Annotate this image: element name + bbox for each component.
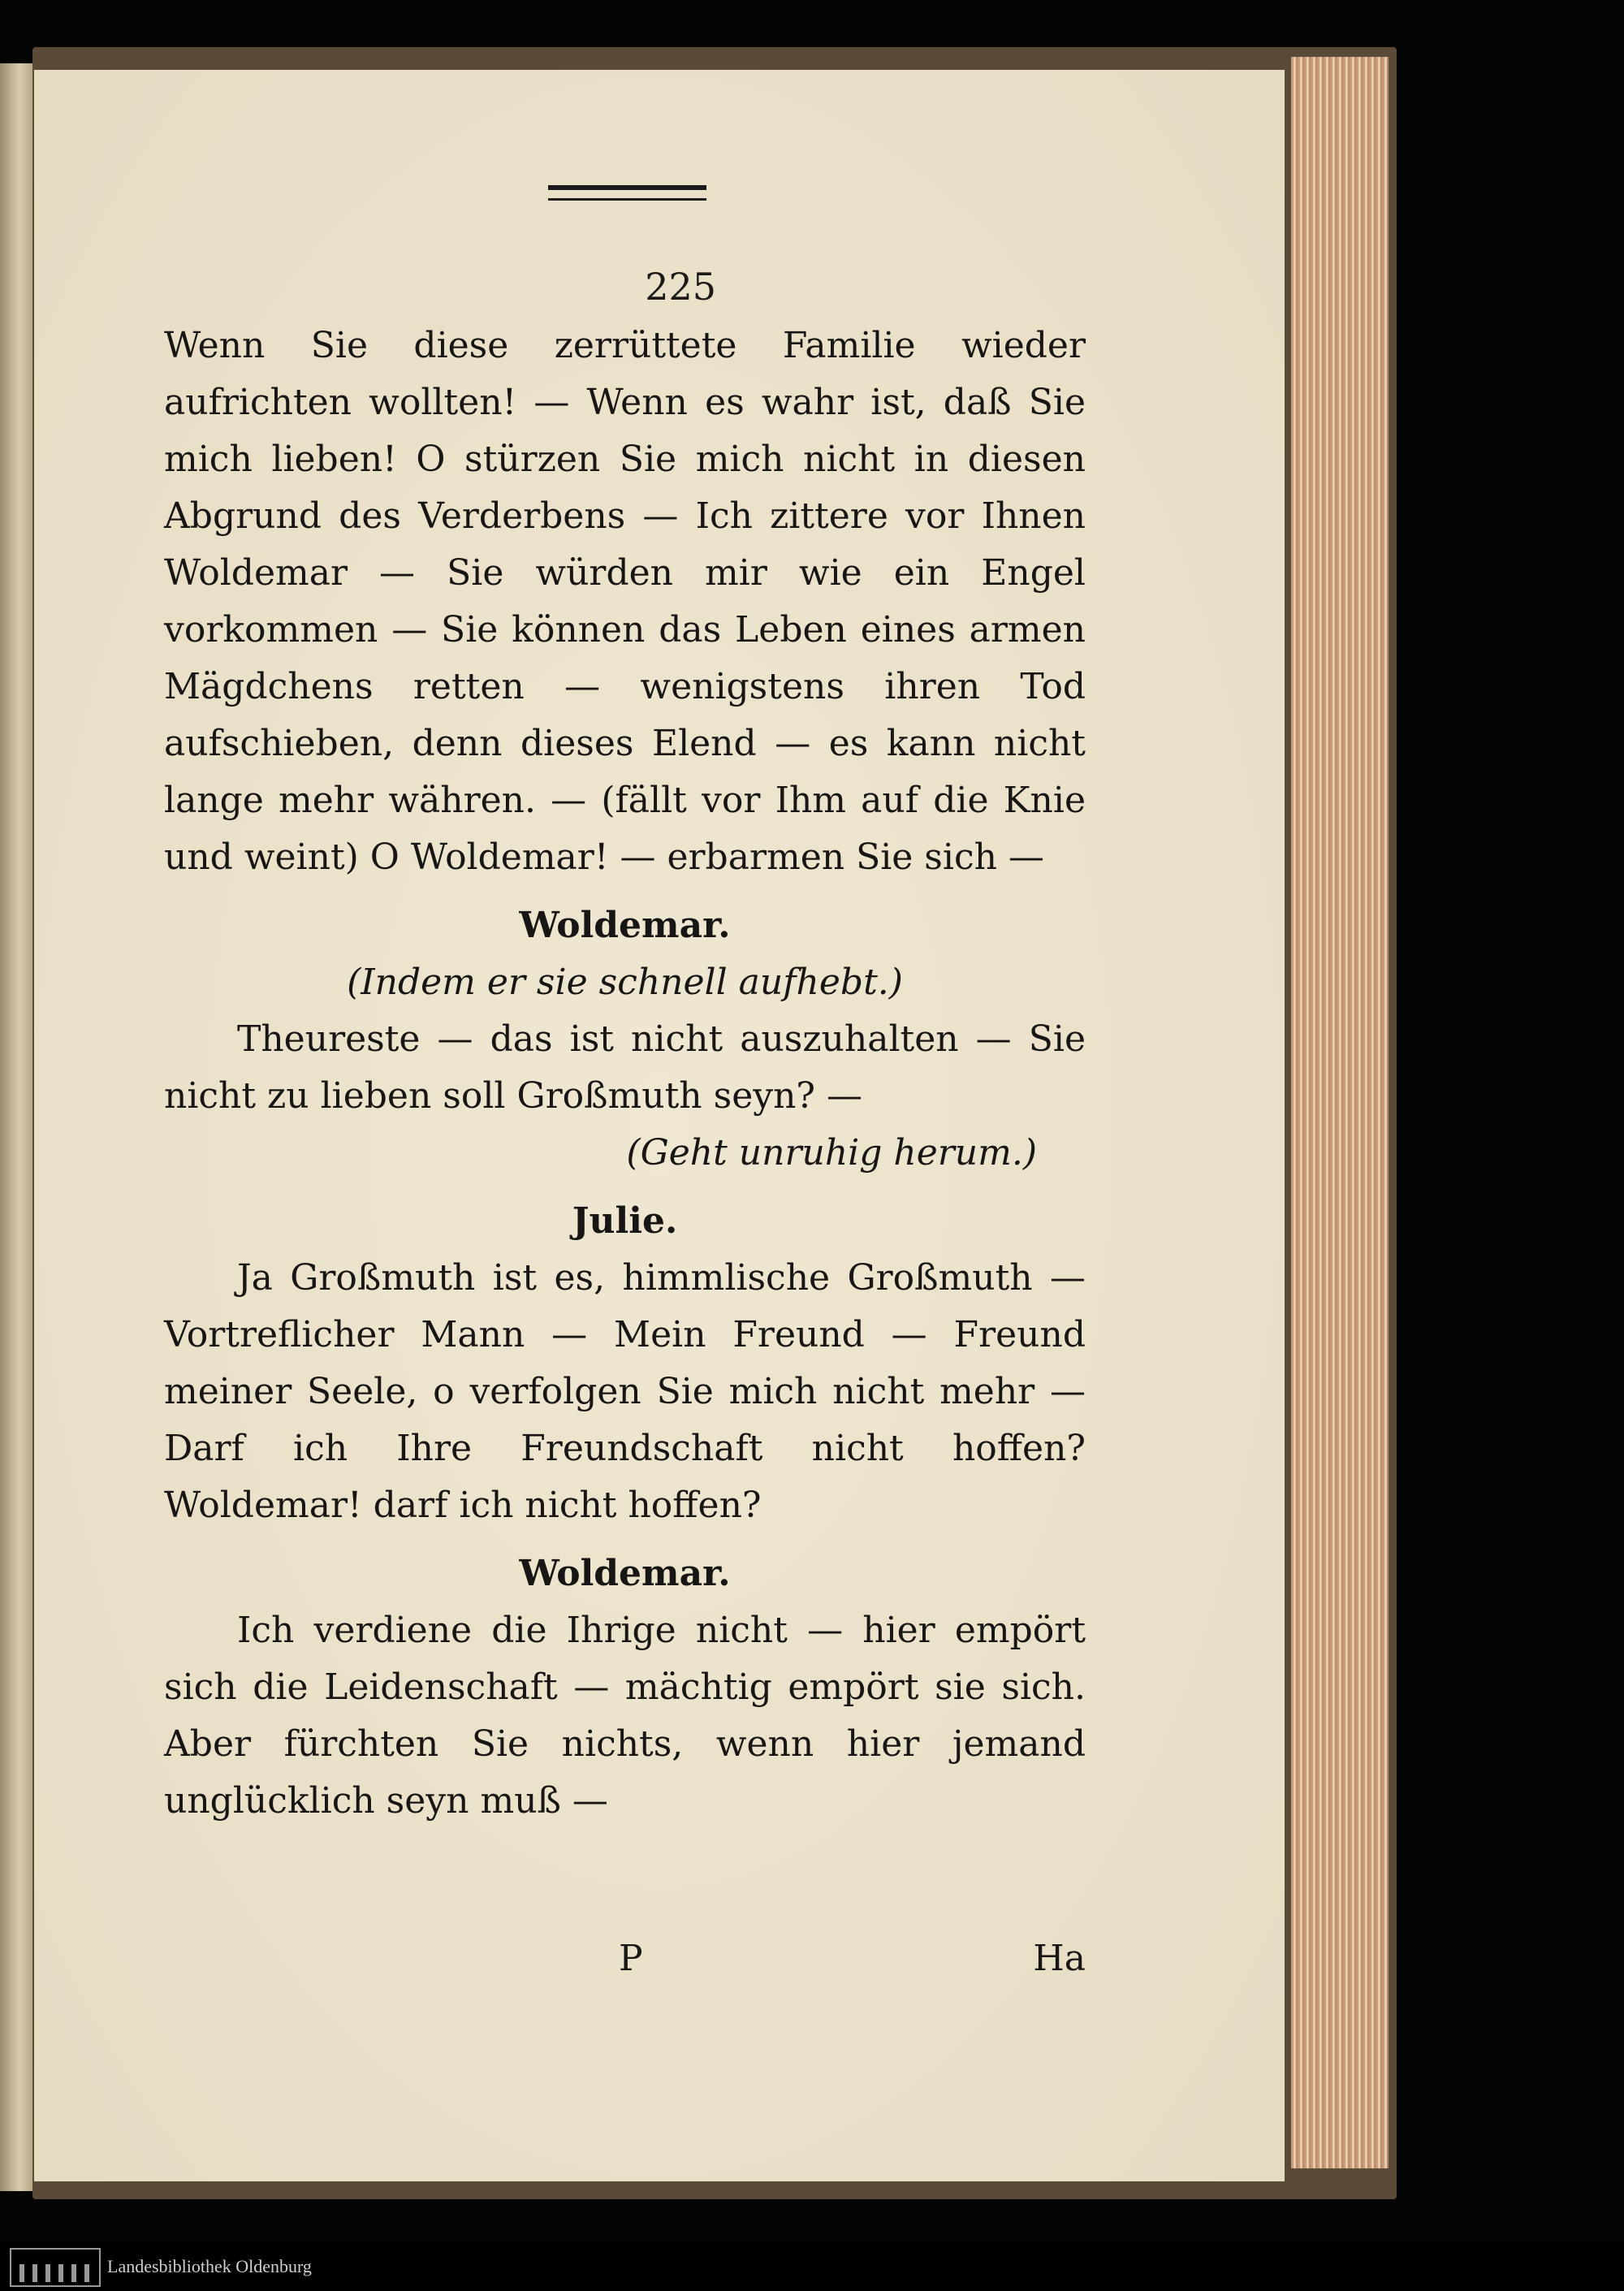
catchword: Ha bbox=[1033, 1938, 1086, 1979]
signature-mark: P bbox=[619, 1938, 643, 1979]
viewer-footer-bar bbox=[0, 2241, 1624, 2291]
page-text bbox=[164, 318, 1086, 1830]
page-footer bbox=[164, 1938, 1086, 1995]
stage-direction: (Indem er sie schnell aufhebt.) bbox=[347, 962, 903, 1003]
speaker-name: Julie. bbox=[572, 1200, 678, 1242]
library-name: Landesbibliothek Oldenburg bbox=[107, 2256, 312, 2276]
page-number: 225 bbox=[645, 265, 716, 309]
library-logo-icon bbox=[10, 2248, 101, 2287]
book-page bbox=[34, 70, 1285, 2181]
page-block-edge bbox=[1291, 57, 1389, 2168]
paragraph-speech: Ich verdiene die Ihrige nicht — hier empört sich die Leidenschaft — mächtig empört sie sich. Aber fürchten Sie nichts, wenn hier jemand unglücklich seyn muß — bbox=[164, 1610, 1086, 1822]
stage-direction: (Geht unruhig herum.) bbox=[626, 1132, 1037, 1174]
paragraph-speech: Theureste — das ist nicht auszuhalten — Sie nicht zu lieben soll Großmuth seyn? — bbox=[164, 1018, 1086, 1117]
left-page-edge bbox=[0, 63, 32, 2191]
header-rule bbox=[548, 185, 706, 201]
paragraph-body: Wenn Sie diese zerrüttete Familie wieder aufrichten wollten! — Wenn es wahr ist, daß Sie mich lieben! O stürzen Sie mich nicht in diesen Abgrund des Verderbens — Ich zittere vor Ihnen Woldemar — Sie würden mir wie ein Engel vorkommen — Sie können das Leben eines armen Mägdchens retten — wenigstens ihren Tod aufschieben, denn dieses Elend — es kann nicht lange mehr währen. — (fällt vor Ihm auf die Knie und weint) O Woldemar! — erbarmen Sie sich — bbox=[164, 325, 1086, 878]
speaker-name: Woldemar. bbox=[519, 1553, 731, 1594]
speaker-name: Woldemar. bbox=[519, 905, 731, 946]
paragraph-speech: Ja Großmuth ist es, himmlische Großmuth — Vortreflicher Mann — Mein Freund — Freund meiner Seele, o verfolgen Sie mich nicht mehr — Darf ich Ihre Freundschaft nicht hoffen? Woldemar! darf ich nicht hoffen? bbox=[164, 1257, 1086, 1526]
